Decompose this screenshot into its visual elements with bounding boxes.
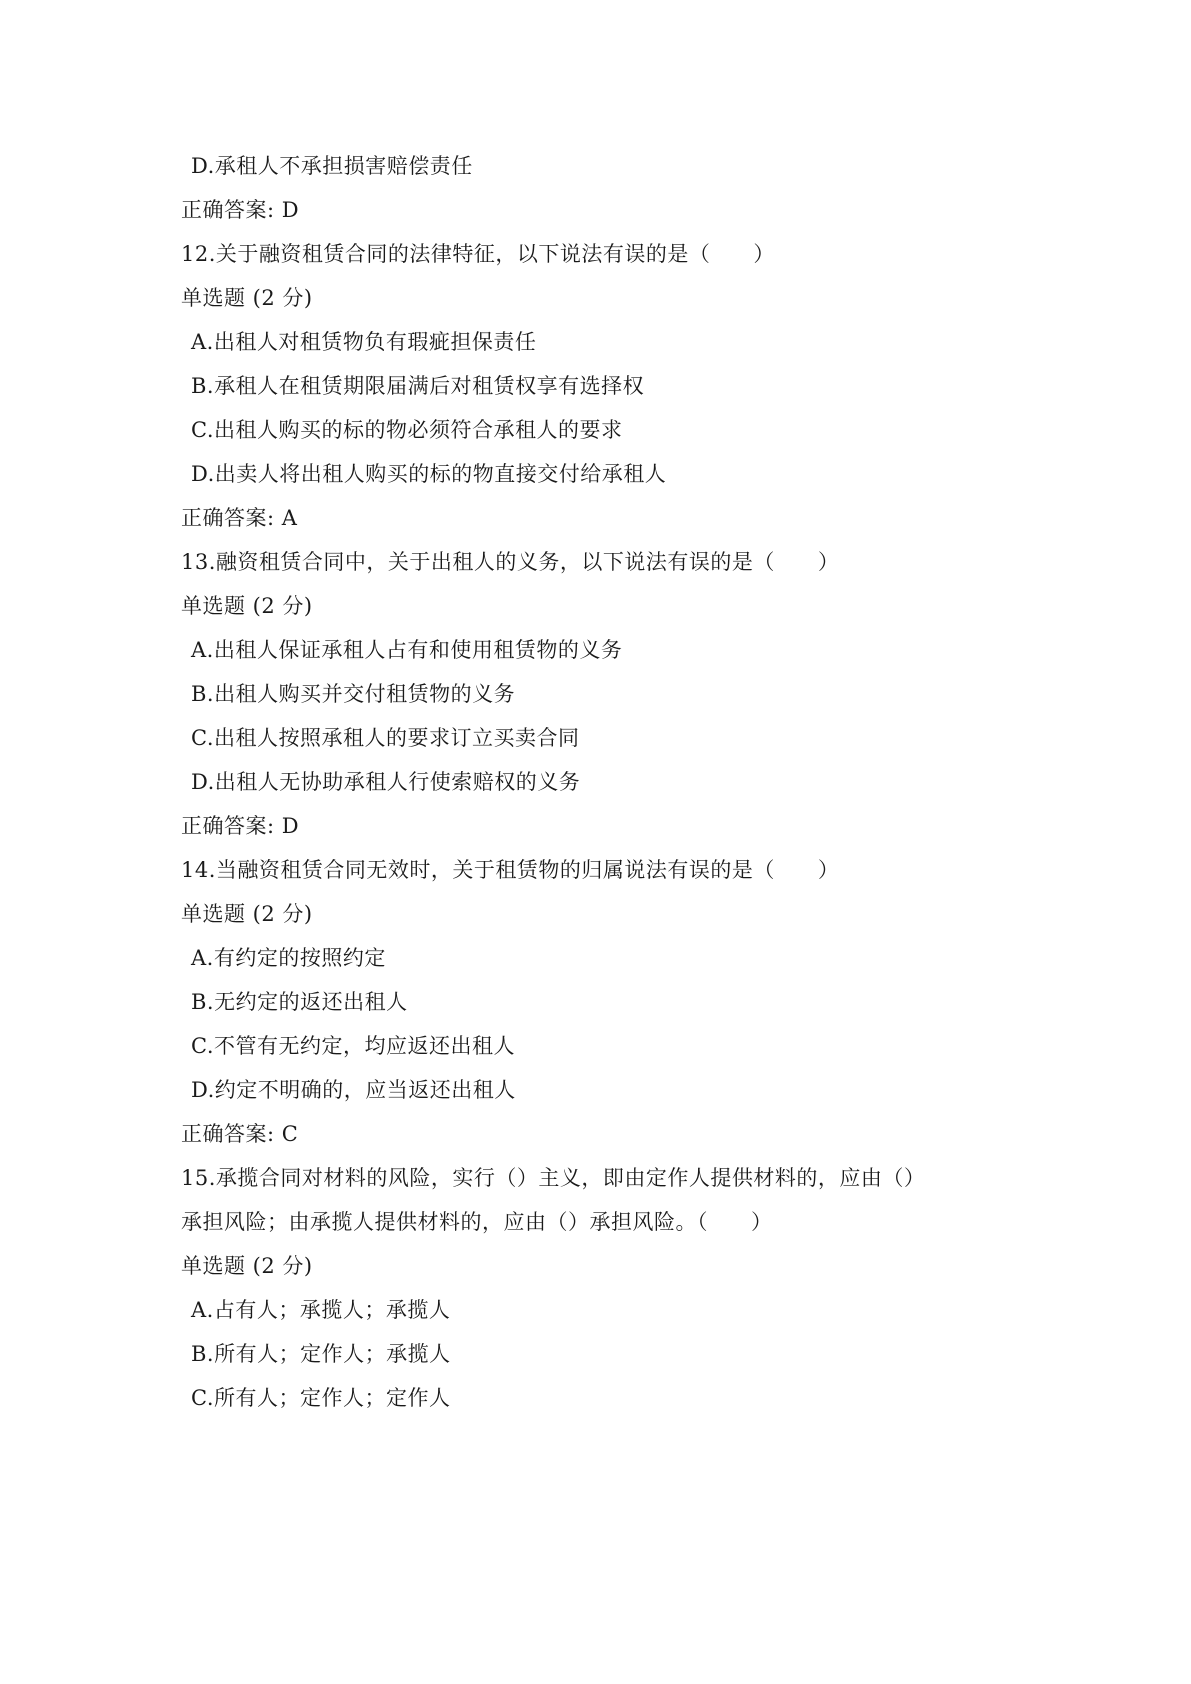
option-12-a: A.出租人对租赁物负有瑕疵担保责任 [191, 330, 537, 354]
option-15-a: A.占有人；承揽人；承揽人 [191, 1298, 451, 1322]
option-14-d: D.约定不明确的，应当返还出租人 [191, 1078, 516, 1102]
answer-14: 正确答案: C [181, 1122, 299, 1146]
question-14: 14.当融资租赁合同无效时，关于租赁物的归属说法有误的是（ ） [181, 858, 840, 882]
option-15-b: B.所有人；定作人；承揽人 [191, 1342, 451, 1366]
option-12-b: B.承租人在租赁期限届满后对租赁权享有选择权 [191, 374, 645, 398]
answer-13: 正确答案: D [181, 814, 300, 838]
question-type-14: 单选题 (2 分) [181, 902, 313, 926]
question-13: 13.融资租赁合同中，关于出租人的义务，以下说法有误的是（ ） [181, 550, 840, 574]
question-15-continued: 承担风险；由承揽人提供材料的，应由（）承担风险。（ ） [181, 1210, 773, 1234]
option-14-a: A.有约定的按照约定 [191, 946, 386, 970]
answer-11: 正确答案: D [181, 198, 300, 222]
question-15: 15.承揽合同对材料的风险，实行（）主义，即由定作人提供材料的，应由（） [181, 1166, 926, 1190]
option-13-c: C.出租人按照承租人的要求订立买卖合同 [191, 726, 580, 750]
option-13-a: A.出租人保证承租人占有和使用租赁物的义务 [191, 638, 623, 662]
option-14-c: C.不管有无约定，均应返还出租人 [191, 1034, 515, 1058]
question-type-12: 单选题 (2 分) [181, 286, 313, 310]
question-12: 12.关于融资租赁合同的法律特征，以下说法有误的是（ ） [181, 242, 775, 266]
question-type-15: 单选题 (2 分) [181, 1254, 313, 1278]
answer-12: 正确答案: A [181, 506, 298, 530]
option-12-c: C.出租人购买的标的物必须符合承租人的要求 [191, 418, 623, 442]
option-11-d: D.承租人不承担损害赔偿责任 [191, 154, 473, 178]
option-13-d: D.出租人无协助承租人行使索赔权的义务 [191, 770, 581, 794]
option-14-b: B.无约定的返还出租人 [191, 990, 408, 1014]
option-15-c: C.所有人；定作人；定作人 [191, 1386, 451, 1410]
question-type-13: 单选题 (2 分) [181, 594, 313, 618]
option-12-d: D.出卖人将出租人购买的标的物直接交付给承租人 [191, 462, 667, 486]
option-13-b: B.出租人购买并交付租赁物的义务 [191, 682, 516, 706]
